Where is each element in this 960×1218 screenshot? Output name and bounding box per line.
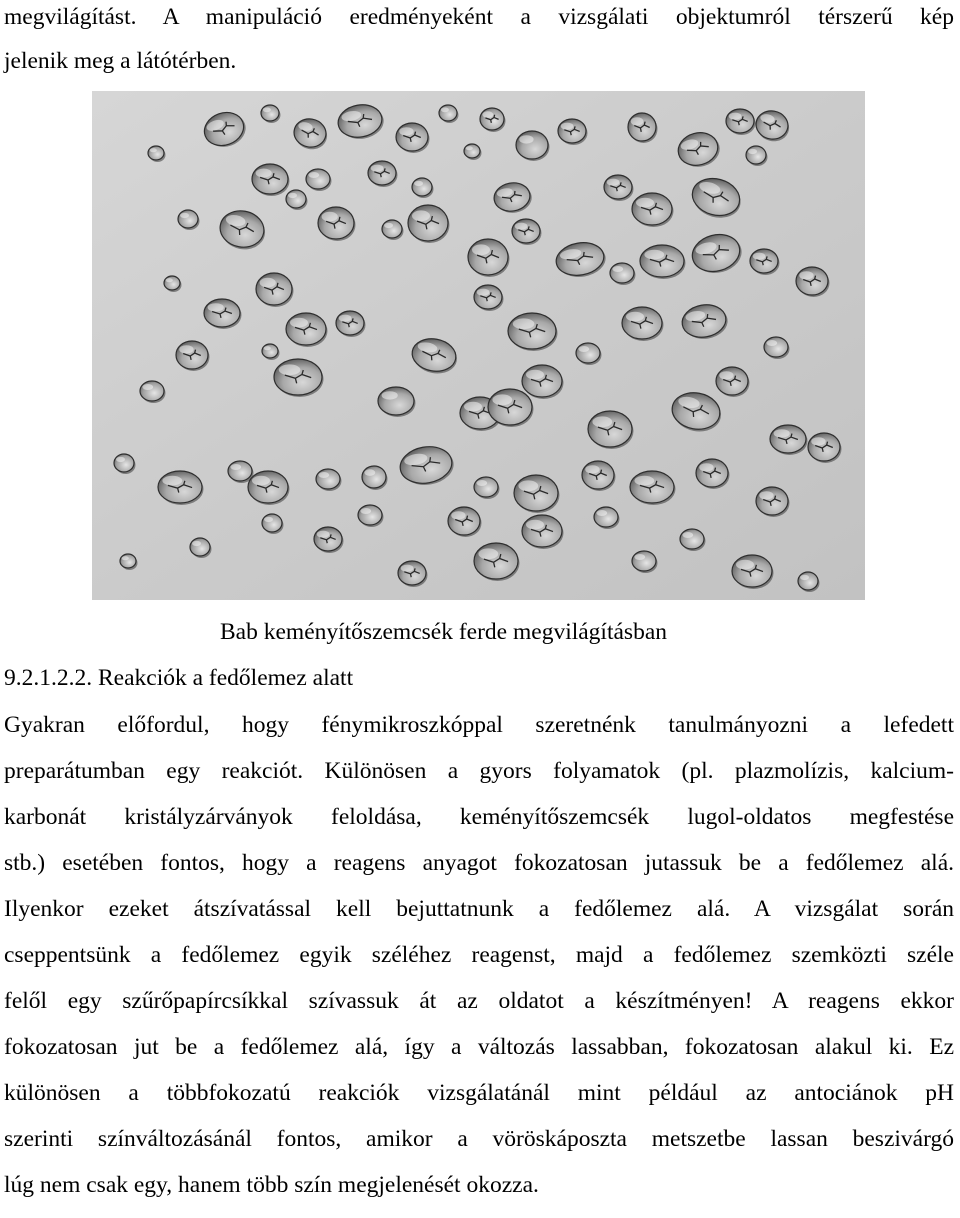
- body-line-3: karbonát kristályzárványok feloldása, keményítőszemcsék lugol-oldatos megfestése: [4, 804, 954, 830]
- intro-line-1: megvilágítást. A manipuláció eredményeként a vizsgálati objektumról térszerű kép: [4, 4, 954, 30]
- body-line-1: Gyakran előfordul, hogy fénymikroszkóppal szeretnénk tanulmányozni a lefedett: [4, 712, 954, 738]
- section-heading: 9.2.1.2.2. Reakciók a fedőlemez alatt: [4, 665, 354, 691]
- body-line-8: fokozatosan jut be a fedőlemez alá, így a változás lassabban, fokozatosan alakul ki. Ez: [4, 1034, 954, 1060]
- body-line-10: szerinti színváltozásánál fontos, amikor a vöröskáposzta metszetbe lassan beszivárgó: [4, 1126, 954, 1152]
- body-line-2: preparátumban egy reakciót. Különösen a gyors folyamatok (pl. plazmolízis, kalcium-: [4, 758, 954, 784]
- intro-line-2: jelenik meg a látótérben.: [4, 48, 237, 74]
- body-line-5: Ilyenkor ezeket átszívatással kell bejuttatnunk a fedőlemez alá. A vizsgálat során: [4, 896, 954, 922]
- figure-caption: Bab keményítőszemcsék ferde megvilágításban: [220, 619, 667, 645]
- body-line-6: cseppentsünk a fedőlemez egyik széléhez reagenst, majd a fedőlemez szemközti széle: [4, 942, 954, 968]
- body-line-11: lúg nem csak egy, hanem több szín megjelenését okozza.: [4, 1172, 539, 1198]
- body-line-4: stb.) esetében fontos, hogy a reagens anyagot fokozatosan jutassuk be a fedőlemez alá.: [4, 850, 954, 876]
- body-line-7: felől egy szűrőpapírcsíkkal szívassuk át az oldatot a készítményen! A reagens ekkor: [4, 988, 954, 1014]
- starch-grains-micrograph: [92, 91, 865, 600]
- body-line-9: különösen a többfokozatú reakciók vizsgálatánál mint például az antociánok pH: [4, 1080, 954, 1106]
